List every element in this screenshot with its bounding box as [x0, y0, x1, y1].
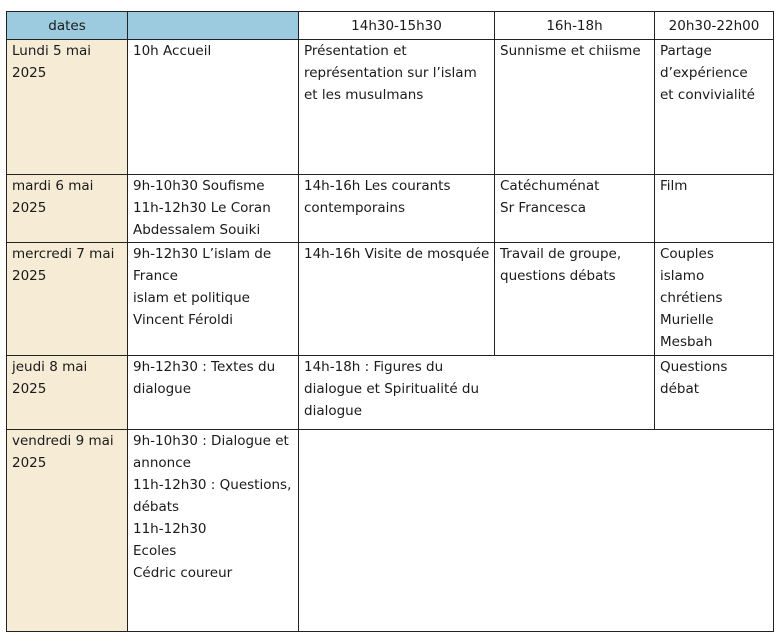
date-cell: mercredi 7 mai 2025	[7, 243, 128, 356]
date-cell: Lundi 5 mai 2025	[7, 40, 128, 175]
header-row	[7, 12, 774, 40]
afternoon-cell-2: Travail de groupe, questions débats	[495, 243, 655, 356]
evening-cell: Film	[655, 175, 774, 243]
date-cell: mardi 6 mai 2025	[7, 175, 128, 243]
afternoon-cell-1: Présentation et représentation sur l’islam et les musulmans	[299, 40, 495, 175]
header-dates: dates	[7, 12, 128, 40]
evening-cell: Questions débat	[655, 356, 774, 430]
morning-cell: 9h-10h30 : Dialogue et annonce 11h-12h30 : Questions, débats 11h-12h30 Ecoles Cédric coureur	[128, 430, 299, 632]
table-row	[7, 356, 774, 430]
afternoon-empty-cell	[299, 430, 774, 632]
header-slot-2: 16h-18h	[495, 12, 655, 40]
date-cell: jeudi 8 mai 2025	[7, 356, 128, 430]
header-slot-1: 14h30-15h30	[299, 12, 495, 40]
morning-cell: 9h-10h30 Soufisme 11h-12h30 Le Coran Abdessalem Souiki	[128, 175, 299, 243]
morning-cell: 9h-12h30 L’islam de France islam et politique Vincent Féroldi	[128, 243, 299, 356]
header-morning	[128, 12, 299, 40]
afternoon-cell-2: Sunnisme et chiisme	[495, 40, 655, 175]
afternoon-cell-1: 14h-16h Visite de mosquée	[299, 243, 495, 356]
evening-cell: Partage d’expérience et convivialité	[655, 40, 774, 175]
evening-cell: Couples islamo chrétiens Murielle Mesbah	[655, 243, 774, 356]
afternoon-merged-cell: 14h-18h : Figures du dialogue et Spiritualité du dialogue	[299, 356, 655, 430]
morning-cell: 9h-12h30 : Textes du dialogue	[128, 356, 299, 430]
date-cell: vendredi 9 mai 2025	[7, 430, 128, 632]
header-slot-3: 20h30-22h00	[655, 12, 774, 40]
table-row	[7, 243, 774, 356]
morning-cell: 10h Accueil	[128, 40, 299, 175]
afternoon-cell-1: 14h-16h Les courants contemporains	[299, 175, 495, 243]
table-row	[7, 175, 774, 243]
table-row	[7, 40, 774, 175]
schedule-table	[6, 11, 774, 632]
afternoon-cell-2: Catéchuménat Sr Francesca	[495, 175, 655, 243]
table-row	[7, 430, 774, 632]
